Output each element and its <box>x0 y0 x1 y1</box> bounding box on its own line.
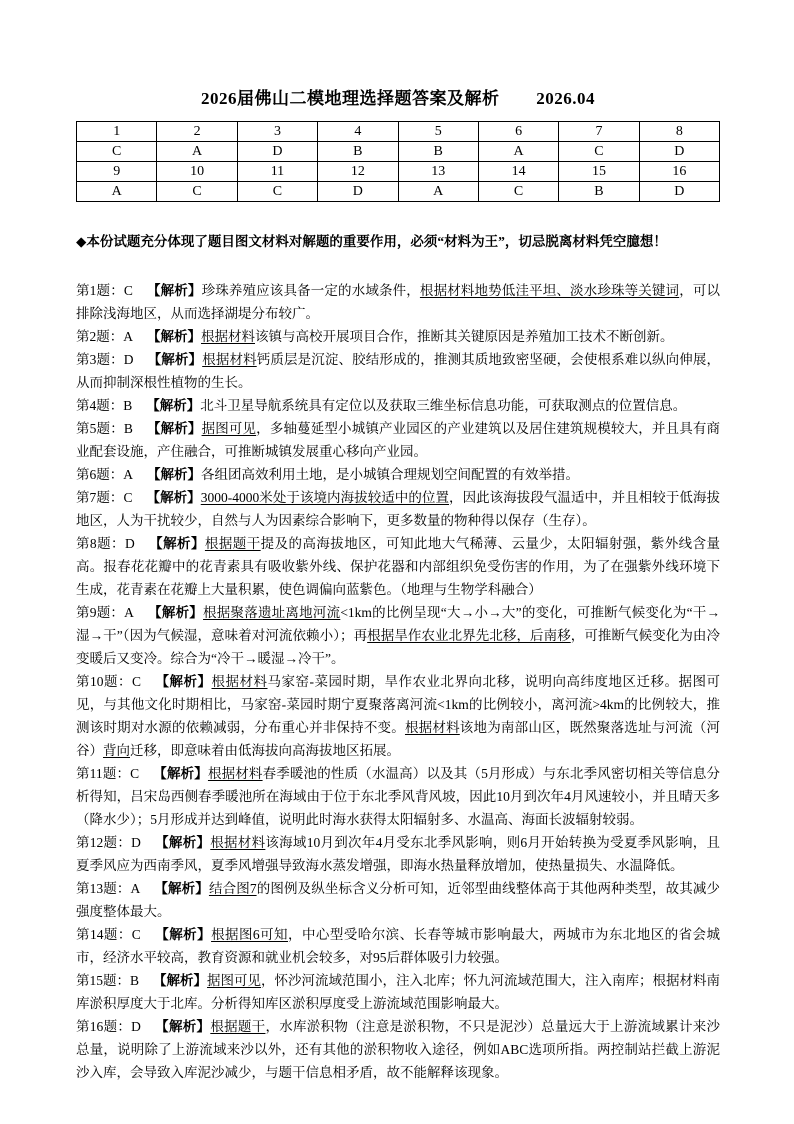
questions-list <box>76 279 720 1084</box>
analysis-tag: 【解析】 <box>147 329 201 344</box>
analysis-tag: 【解析】 <box>148 536 205 551</box>
analysis-text: 迁移，即意味着由低海拔向高海拔地区拓展。 <box>130 743 400 758</box>
question-label: 第9题：A <box>76 605 134 620</box>
analysis-text: ，中心型受哈尔滨、长春等城市影响最大，两城市为东北地区的省会城市，经济水平较高，教育资源和就业机会较多，对95后群体吸引力较强。 <box>76 927 721 965</box>
question-item <box>76 969 720 1015</box>
underlined-text: 3000-4000米处于该境内海拔较适中的位置 <box>200 490 450 505</box>
title-text: 2026届佛山二模地理选择题答案及解析 <box>201 89 500 108</box>
analysis-text: 春季暖池的性质（水温高）以及其（5月形成）与东北季风密切相关等信息分析得知，吕宋岛西侧春季暖池所在海域由于位于东北季风背风坡，因此10月到次年4月风速较小，并且晴天多（降水少）；5月形成并达到峰值，说明此时海水获得太阳辐射多、水温高、海面长波辐射较弱。 <box>76 766 721 827</box>
question-label: 第10题：C <box>76 674 142 689</box>
question-label: 第16题：D <box>76 1019 141 1034</box>
underlined-text: 根据旱作农业北界先北移，后南移 <box>367 628 571 643</box>
answer-table-cell: C <box>77 142 157 162</box>
analysis-text: 该地为南部山区，既然聚落选址与河流（河谷） <box>76 720 721 758</box>
underlined-text: 根据材料 <box>207 766 263 781</box>
answer-table-cell: A <box>398 182 478 202</box>
question-item <box>76 831 720 877</box>
answer-table-cell: 16 <box>639 162 719 182</box>
underlined-text: 根据材料 <box>210 835 266 850</box>
question-item <box>76 877 720 923</box>
answer-table-cell: C <box>237 182 317 202</box>
answer-table <box>76 121 720 202</box>
analysis-text: ，多轴蔓延型小城镇产业园区的产业建筑以及居住建筑规模较大，并且具有商业配套设施，产住融合，可推断城镇发展重心移向产业园。 <box>76 421 721 459</box>
analysis-tag: 【解析】 <box>147 352 203 367</box>
answer-table-cell: C <box>559 142 639 162</box>
answer-table-body <box>77 122 720 202</box>
underlined-text: 根据材料 <box>211 674 268 689</box>
answer-table-row <box>77 142 720 162</box>
question-item <box>76 348 720 394</box>
underlined-text: 结合图7 <box>208 881 257 896</box>
question-label: 第11题：C <box>76 766 140 781</box>
answer-table-cell: 1 <box>77 122 157 142</box>
underlined-text: 根据题干 <box>210 1019 266 1034</box>
underlined-text: 背向 <box>103 743 130 758</box>
question-label: 第2题：A <box>76 329 133 344</box>
analysis-tag: 【解析】 <box>153 973 208 988</box>
answer-table-cell: 4 <box>318 122 398 142</box>
question-item <box>76 1015 720 1084</box>
answer-table-row <box>77 182 720 202</box>
question-label: 第6题：A <box>76 467 133 482</box>
analysis-tag: 【解析】 <box>146 490 201 505</box>
answer-table-cell: D <box>639 142 719 162</box>
answer-table-cell: A <box>478 142 558 162</box>
answer-table-cell: D <box>318 182 398 202</box>
question-item <box>76 601 720 670</box>
answer-table-cell: 12 <box>318 162 398 182</box>
answer-table-cell: A <box>77 182 157 202</box>
question-item <box>76 279 720 325</box>
analysis-text: <1km的比例呈现“大→小→大”的变化，可推断气候变化为“干→湿→干”（因为气候湿，意味着对河流依赖小）；再 <box>76 605 721 643</box>
analysis-text: 马家窑-菜园时期，旱作农业北界向北移，说明向高纬度地区迁移。据图可见，与其他文化时期相比，马家窑-菜园时期宁夏聚落离河流<1km的比例较小，离河流>4km的比例较大，推测该时期对水源的依赖减弱，分布重心并非保持不变。 <box>76 674 720 735</box>
answer-table-cell: 13 <box>398 162 478 182</box>
answer-table-cell: 3 <box>237 122 317 142</box>
underlined-text: 根据材料 <box>202 352 257 367</box>
answer-table-cell: C <box>478 182 558 202</box>
answer-table-cell: A <box>157 142 237 162</box>
notice-line: ◆本份试题充分体现了题目图文材料对解题的重要作用，必须“材料为王”，切忌脱离材料凭空臆想！ <box>76 234 667 249</box>
analysis-text: 该海域10月到次年4月受东北季风影响，则6月开始转换为受夏季风影响，且夏季风应为西南季风，夏季风增强导致海水蒸发增强，即海水热量释放增加，使热量损失、水温降低。 <box>76 835 721 873</box>
question-item <box>76 417 720 463</box>
underlined-text: 根据图6可知 <box>211 927 289 942</box>
analysis-tag: 【解析】 <box>154 835 211 850</box>
underlined-text: 据图可见 <box>207 973 262 988</box>
analysis-tag: 【解析】 <box>154 927 212 942</box>
answer-table-cell: 2 <box>157 122 237 142</box>
underlined-text: 根据材料 <box>201 329 255 344</box>
analysis-text: ，可以排除浅海地区，从而选择湖堤分布较广。 <box>76 283 720 321</box>
answer-table-cell: 10 <box>157 162 237 182</box>
analysis-text: ，可推断气候变化为由冷变暖后又变冷。综合为“冷干→暖湿→冷干”。 <box>76 628 720 666</box>
answer-table-cell: D <box>237 142 317 162</box>
analysis-tag: 【解析】 <box>146 398 201 413</box>
analysis-text: 的图例及纵坐标含义分析可知，近邻型曲线整体高于其他两种类型，故其减少强度整体最大。 <box>76 881 721 919</box>
analysis-text: 钙质层是沉淀、胶结形成的，推测其质地致密坚硬，会使根系难以纵向伸展，从而抑制深根性植物的生长。 <box>76 352 721 390</box>
answer-table-cell: 7 <box>559 122 639 142</box>
question-item <box>76 486 720 532</box>
analysis-text: 北斗卫星导航系统具有定位以及获取三维坐标信息功能，可获取测点的位置信息。 <box>200 398 687 413</box>
answer-table-row <box>77 122 720 142</box>
question-label: 第13题：A <box>76 881 141 896</box>
question-label: 第7题：C <box>76 490 133 505</box>
analysis-text: 各组团高效利用土地，是小城镇合理规划空间配置的有效举措。 <box>201 467 579 482</box>
answer-table-cell: B <box>559 182 639 202</box>
question-label: 第3题：D <box>76 352 134 367</box>
analysis-tag: 【解析】 <box>147 605 204 620</box>
question-item <box>76 670 720 762</box>
underlined-text: 根据题干 <box>204 536 261 551</box>
answer-table-cell: 6 <box>478 122 558 142</box>
underlined-text: 根据聚落遗址离地河流 <box>203 605 341 620</box>
analysis-text: ，怀沙河流域范围小，注入北库；怀九河流域范围大，注入南库；根据材料南库淤积厚度大于北库。分析得知库区淤积厚度受上游流域范围影响最大。 <box>76 973 721 1011</box>
question-label: 第15题：B <box>76 973 140 988</box>
analysis-text: ，因此该海拔段气温适中，并且相较于低海拔地区，人为干扰较少，自然与人为因素综合影响下，更多数量的物种得以保存（生存）。 <box>76 490 721 528</box>
question-label: 第8题：D <box>76 536 135 551</box>
answer-table-cell: 5 <box>398 122 478 142</box>
answer-table-cell: 8 <box>639 122 719 142</box>
answer-table-cell: 15 <box>559 162 639 182</box>
question-item <box>76 923 720 969</box>
analysis-tag: 【解析】 <box>153 766 208 781</box>
underlined-text: 据图可见 <box>201 421 257 436</box>
question-label: 第12题：D <box>76 835 141 850</box>
question-item <box>76 762 720 831</box>
answer-table-cell: B <box>318 142 398 162</box>
question-label: 第4题：B <box>76 398 133 413</box>
analysis-text: 提及的高海拔地区，可知此地大气稀薄、云量少，太阳辐射强，紫外线含量高。报春花花瓣中的花青素具有吸收紫外线、保护花器和内部组织免受伤害的作用，为了在强紫外线环境下生成，花青素在花瓣上大量积累，使色调偏向蓝紫色。（地理与生物学科融合） <box>76 536 721 597</box>
question-item <box>76 463 720 486</box>
answer-table-cell: 14 <box>478 162 558 182</box>
question-item <box>76 325 720 348</box>
answer-table-cell: C <box>157 182 237 202</box>
analysis-tag: 【解析】 <box>154 881 209 896</box>
analysis-tag: 【解析】 <box>155 674 212 689</box>
analysis-tag: 【解析】 <box>146 421 202 436</box>
underlined-text: 根据材料地势低洼平坦、淡水珍珠等关键词 <box>419 283 680 298</box>
question-label: 第5题：B <box>76 421 133 436</box>
analysis-text: ，水库淤积物（注意是淤积物，不只是泥沙）总量远大于上游流域累计来沙总量，说明除了上游流域来沙以外，还有其他的淤积物收入途径，例如ABC选项所指。两控制站拦截上游泥沙入库，会导致入库泥沙减少，与题干信息相矛盾，故不能解释该现象。 <box>76 1019 721 1080</box>
question-label: 第14题：C <box>76 927 141 942</box>
question-item <box>76 394 720 417</box>
title-date: 2026.04 <box>536 89 595 108</box>
answer-table-cell: 11 <box>237 162 317 182</box>
analysis-tag: 【解析】 <box>154 1019 211 1034</box>
answer-table-cell: 9 <box>77 162 157 182</box>
analysis-text: 珍珠养殖应该具备一定的水域条件， <box>201 283 420 298</box>
answer-table-cell: D <box>639 182 719 202</box>
analysis-tag: 【解析】 <box>146 283 202 298</box>
analysis-text: 该镇与高校开展项目合作，推断其关键原因是养殖加工技术不断创新。 <box>255 329 674 344</box>
underlined-text: 根据材料 <box>404 720 460 735</box>
question-label: 第1题：C <box>76 283 133 298</box>
question-item <box>76 532 720 601</box>
answer-table-cell: B <box>398 142 478 162</box>
analysis-tag: 【解析】 <box>147 467 201 482</box>
answer-table-row <box>77 162 720 182</box>
page-title <box>76 84 720 109</box>
